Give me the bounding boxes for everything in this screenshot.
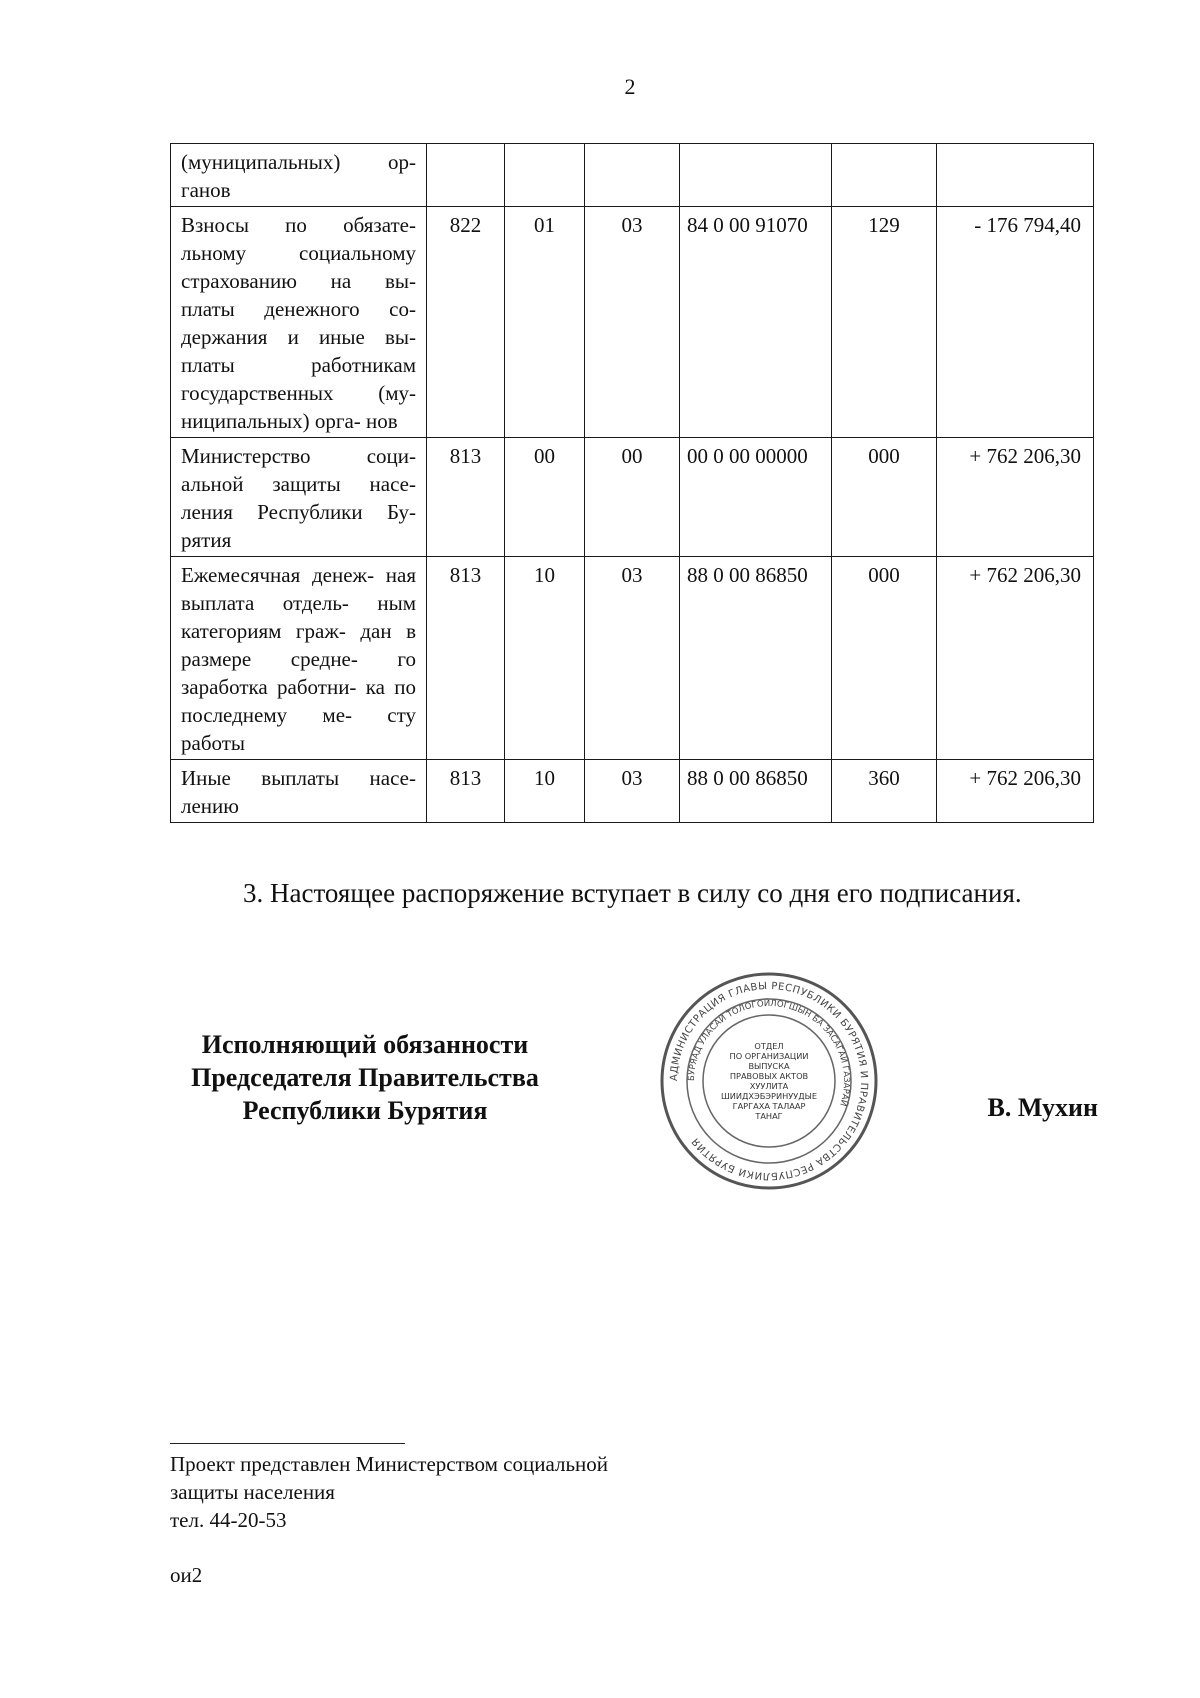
row-section-code [505, 144, 585, 207]
row-target-code: 88 0 00 86850 [680, 557, 832, 760]
budget-table [170, 143, 1094, 823]
table-row [171, 760, 1094, 823]
row-description: Иные выплаты насе- лению [171, 760, 427, 823]
row-subsection-code [585, 144, 680, 207]
budget-table-body [171, 144, 1094, 823]
seal-center-line: ВЫПУСКА [748, 1061, 790, 1071]
row-section-code: 10 [505, 557, 585, 760]
signature-title [160, 1028, 570, 1127]
seal-center-line: ГАРГАХА ТАЛААР [732, 1101, 806, 1111]
signature-title-line: Председателя Правительства [191, 1063, 539, 1092]
footnote-line: тел. 44-20-53 [170, 1508, 287, 1532]
seal-center-line: ТАНАГ [755, 1111, 783, 1121]
row-expense-type: 000 [832, 438, 937, 557]
row-target-code [680, 144, 832, 207]
official-seal [658, 970, 880, 1192]
row-description: Министерство соци- альной защиты насе- ления Республики Бу- рятия [171, 438, 427, 557]
seal-outer-text: АДМИНИСТРАЦИЯ ГЛАВЫ РЕСПУБЛИКИ БУРЯТИЯ И ПРАВИТЕЛЬСТВА РЕСПУБЛИКИ БУРЯТИЯ [668, 980, 870, 1182]
row-expense-type: 129 [832, 207, 937, 438]
table-row [171, 438, 1094, 557]
clause-3: 3. Настоящее распоряжение вступает в силу со дня его подписания. [243, 878, 1022, 908]
signature-title-line: Исполняющий обязанности [201, 1030, 529, 1059]
seal-center-line: ПО ОРГАНИЗАЦИИ [729, 1051, 809, 1061]
row-target-code: 84 0 00 91070 [680, 207, 832, 438]
table-row [171, 144, 1094, 207]
page-number: 2 [624, 74, 636, 99]
row-amount: + 762 206,30 [937, 760, 1094, 823]
row-grbs-code [427, 144, 505, 207]
row-section-code: 01 [505, 207, 585, 438]
row-section-code: 00 [505, 438, 585, 557]
row-section-code: 10 [505, 760, 585, 823]
table-row [171, 557, 1094, 760]
document-code: ои2 [170, 1563, 203, 1587]
row-grbs-code: 813 [427, 760, 505, 823]
footnote [170, 1450, 608, 1534]
seal-center-line: ХУУЛИТА [749, 1081, 789, 1091]
row-target-code: 00 0 00 00000 [680, 438, 832, 557]
row-amount: + 762 206,30 [937, 438, 1094, 557]
row-grbs-code: 813 [427, 557, 505, 760]
row-description: Ежемесячная денеж- ная выплата отдель- ным категориям граж- дан в размере средне- го заработка работни- ка по последнему ме- сту работы [171, 557, 427, 760]
row-subsection-code: 03 [585, 557, 680, 760]
row-subsection-code: 03 [585, 207, 680, 438]
row-amount [937, 144, 1094, 207]
row-expense-type: 360 [832, 760, 937, 823]
signer-name: В. Мухин [987, 1093, 1098, 1122]
seal-center-line: ШИИДХЭБЭРИНУУДЫЕ [720, 1091, 818, 1101]
row-expense-type [832, 144, 937, 207]
row-subsection-code: 00 [585, 438, 680, 557]
footnote-line: Проект представлен Министерством социальной [170, 1452, 609, 1476]
signature-title-line: Республики Бурятия [242, 1096, 488, 1125]
row-subsection-code: 03 [585, 760, 680, 823]
row-description: (муниципальных) ор- ганов [171, 144, 427, 207]
row-description: Взносы по обязате- льному социальному страхованию на вы- платы денежного со- держания и иные вы- платы работникам государственных (му- ниципальных) орга- нов [171, 207, 427, 438]
seal-center-line: ПРАВОВЫХ АКТОВ [729, 1071, 809, 1081]
footnote-line: защиты населения [170, 1480, 335, 1504]
row-target-code: 88 0 00 86850 [680, 760, 832, 823]
row-expense-type: 000 [832, 557, 937, 760]
row-amount: - 176 794,40 [937, 207, 1094, 438]
row-grbs-code: 813 [427, 438, 505, 557]
seal-inner-text: БУРЯАД УЛАСАЙ ТОЛОГОЙЛОГШЫН БА ЗАСАГАЙ ГАЗАРАЙ [686, 998, 852, 1108]
row-grbs-code: 822 [427, 207, 505, 438]
table-row [171, 207, 1094, 438]
footnote-divider [170, 1443, 405, 1444]
row-amount: + 762 206,30 [937, 557, 1094, 760]
seal-center-line: ОТДЕЛ [754, 1041, 784, 1051]
